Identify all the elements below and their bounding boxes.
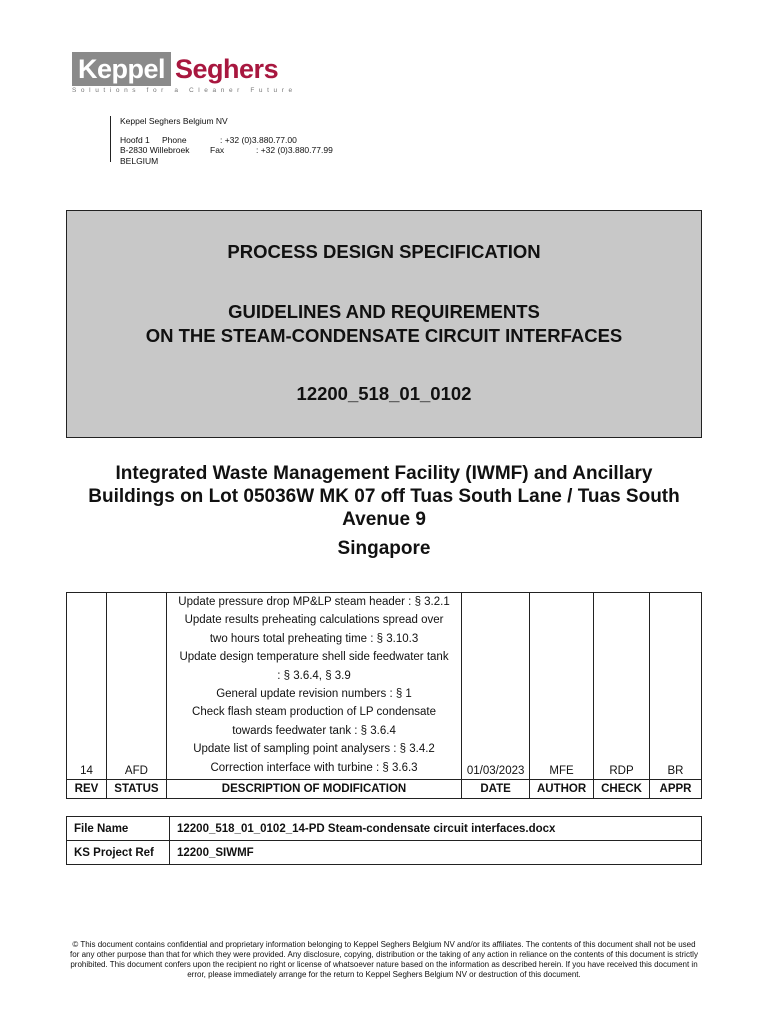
description-cell bbox=[166, 593, 461, 780]
description-line: towards feedwater tank : § 3.6.4 bbox=[232, 724, 396, 737]
logo-tagline: Solutions for a Cleaner Future bbox=[72, 87, 297, 94]
check-value: RDP bbox=[594, 593, 650, 780]
header-description: DESCRIPTION OF MODIFICATION bbox=[166, 780, 461, 799]
city: B-2830 Willebroek bbox=[120, 145, 190, 155]
revision-header-row bbox=[67, 780, 702, 799]
confidentiality-notice: © This document contains confidential and proprietary information belonging to Keppel Seghers Belgium NV and/or its affiliates. The contents of this document shall not be used for any other purpose than that for which they were provided. Any disclosure, copying, distribution or the taking of any action in reliance on the contents of this document is strictly prohibited. This document confers upon the recipient no right or license of whatsoever nature based on the information as described herein. If you have received this document in error, please immediately arrange for the return to Keppel Seghers Belgium NV or destruction of this document. bbox=[70, 940, 698, 979]
company-logo bbox=[72, 52, 297, 94]
appr-value: BR bbox=[650, 593, 702, 780]
company-name: Keppel Seghers Belgium NV bbox=[120, 116, 228, 126]
document-type: PROCESS DESIGN SPECIFICATION bbox=[227, 241, 541, 262]
address-row-street bbox=[120, 135, 333, 146]
date-value: 01/03/2023 bbox=[462, 593, 530, 780]
header-appr: APPR bbox=[650, 780, 702, 799]
project-ref-label: KS Project Ref bbox=[67, 841, 170, 865]
header-status: STATUS bbox=[106, 780, 166, 799]
description-line: : § 3.6.4, § 3.9 bbox=[277, 669, 351, 682]
revision-table bbox=[66, 592, 702, 799]
logo-keppel: Keppel bbox=[72, 52, 171, 86]
project-name: Integrated Waste Management Facility (IWMF) and Ancillary Buildings on Lot 05036W MK 07 off Tuas South Lane / Tuas South Avenue 9 bbox=[88, 463, 680, 530]
rev-value: 14 bbox=[67, 593, 107, 780]
fax-label: Fax bbox=[210, 145, 225, 155]
header-check: CHECK bbox=[594, 780, 650, 799]
author-value: MFE bbox=[530, 593, 594, 780]
file-name-value: 12200_518_01_0102_14-PD Steam-condensate circuit interfaces.docx bbox=[170, 817, 702, 841]
fax-value: : +32 (0)3.880.77.99 bbox=[256, 145, 333, 155]
description-line: Update pressure drop MP&LP steam header : § 3.2.1 bbox=[178, 596, 450, 608]
phone-label: Phone bbox=[162, 134, 187, 145]
status-value: AFD bbox=[106, 593, 166, 780]
phone-value: : +32 (0)3.880.77.00 bbox=[220, 134, 297, 145]
description-line: General update revision numbers : § 1 bbox=[216, 688, 412, 701]
logo-wordmark bbox=[72, 52, 297, 86]
file-name-label: File Name bbox=[67, 817, 170, 841]
file-info-table bbox=[66, 816, 702, 865]
company-address bbox=[110, 116, 333, 166]
description-line: two hours total preheating time : § 3.10.3 bbox=[209, 632, 419, 645]
address-row-country bbox=[120, 156, 333, 167]
project-ref-row bbox=[67, 841, 702, 865]
street: Hoofd 1 bbox=[120, 134, 150, 145]
document-title-line1: GUIDELINES AND REQUIREMENTS bbox=[228, 301, 540, 322]
document-title-line2: ON THE STEAM-CONDENSATE CIRCUIT INTERFACES bbox=[145, 325, 623, 346]
project-country: Singapore bbox=[337, 538, 431, 559]
description-line: Update results preheating calculations spread over bbox=[184, 614, 444, 627]
revision-row bbox=[67, 593, 702, 780]
project-ref-value: 12200_SIWMF bbox=[170, 841, 702, 865]
header-author: AUTHOR bbox=[530, 780, 594, 799]
document-number: 12200_518_01_0102 bbox=[296, 383, 472, 404]
description-line: Correction interface with turbine : § 3.6.3 bbox=[210, 761, 418, 774]
address-row-city bbox=[120, 145, 333, 156]
file-name-row bbox=[67, 817, 702, 841]
logo-seghers: Seghers bbox=[175, 54, 279, 84]
header-date: DATE bbox=[462, 780, 530, 799]
document-title bbox=[67, 300, 701, 348]
country: BELGIUM bbox=[120, 155, 159, 166]
description-line: Update list of sampling point analysers : § 3.4.2 bbox=[193, 743, 435, 756]
description-line: Check flash steam production of LP condensate bbox=[192, 706, 437, 719]
header-rev: REV bbox=[67, 780, 107, 799]
description-line: Update design temperature shell side feedwater tank bbox=[179, 651, 449, 664]
title-box bbox=[66, 210, 702, 438]
